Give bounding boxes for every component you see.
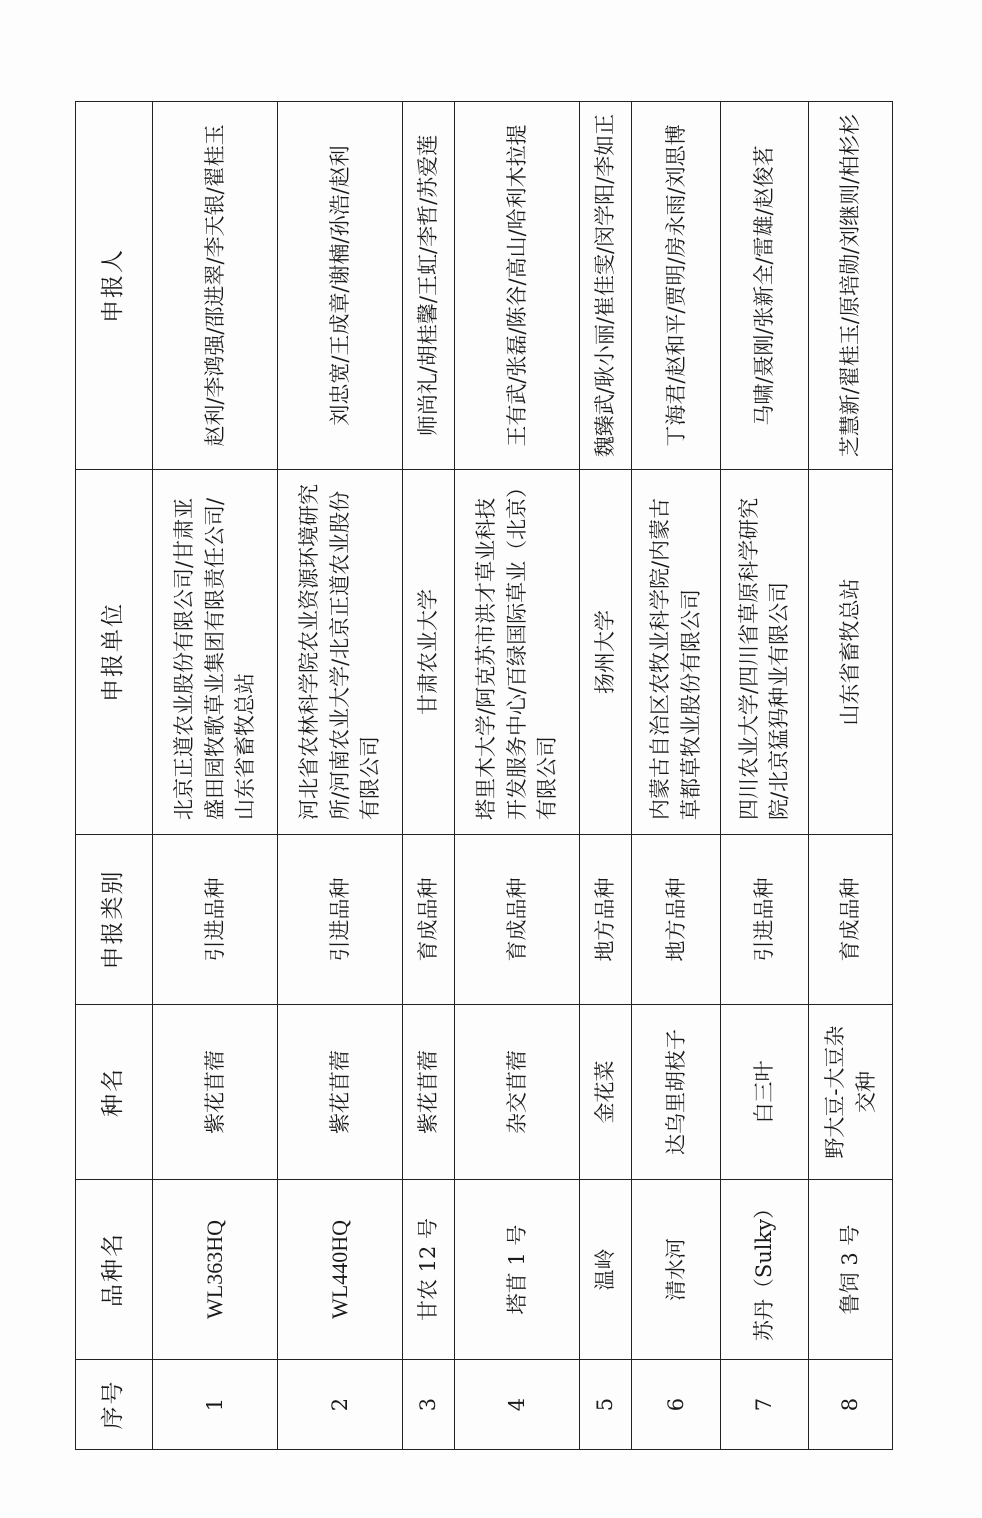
cell-unit: 四川农业大学/四川省草原科学研究院/北京猛犸种业有限公司 <box>720 470 809 835</box>
cell-unit: 北京正道农业股份有限公司/甘肃亚盛田园牧歌草业集团有限责任公司/山东省畜牧总站 <box>153 470 278 835</box>
cell-applicants: 赵利/李鸿强/邵进翠/李天银/翟桂玉 <box>153 102 278 470</box>
cell-unit: 扬州大学 <box>580 470 632 835</box>
cell-applicants: 师尚礼/胡桂馨/王虹/李哲/苏爱莲 <box>403 102 455 470</box>
cell-unit: 山东省畜牧总站 <box>809 470 893 835</box>
cell-unit: 塔里木大学/阿克苏市洪才草业科技开发服务中心/百绿国际草业（北京）有限公司 <box>455 470 580 835</box>
cell-category: 地方品种 <box>580 835 632 1005</box>
cell-species: 紫花苜蓿 <box>278 1005 403 1180</box>
table-row <box>809 102 893 1450</box>
cell-species: 野大豆-大豆杂交种 <box>809 1005 893 1180</box>
cell-no: 8 <box>809 1360 893 1450</box>
cell-category: 引进品种 <box>153 835 278 1005</box>
table-row <box>153 102 278 1450</box>
cell-no: 5 <box>580 1360 632 1450</box>
cell-variety: 温岭 <box>580 1180 632 1360</box>
cell-applicants: 刘忠宽/王成章/谢楠/孙浩/赵利 <box>278 102 403 470</box>
cell-species: 紫花苜蓿 <box>403 1005 455 1180</box>
header-category: 申报类别 <box>76 835 153 1005</box>
cell-category: 育成品种 <box>455 835 580 1005</box>
cell-species: 金花菜 <box>580 1005 632 1180</box>
cell-variety: WL440HQ <box>278 1180 403 1360</box>
cell-no: 7 <box>720 1360 809 1450</box>
variety-table <box>75 101 893 1450</box>
cell-applicants: 魏臻武/耿小丽/崔佳雯/闵学阳/李如正 <box>580 102 632 470</box>
cell-species: 达乌里胡枝子 <box>632 1005 721 1180</box>
cell-unit: 河北省农林科学院农业资源环境研究所/河南农业大学/北京正道农业股份有限公司 <box>278 470 403 835</box>
table-row <box>403 102 455 1450</box>
cell-applicants: 芝慧新/翟桂玉/原培勋/刘继则/柏杉杉 <box>809 102 893 470</box>
cell-variety: 鲁饲 3 号 <box>809 1180 893 1360</box>
cell-category: 引进品种 <box>278 835 403 1005</box>
cell-category: 引进品种 <box>720 835 809 1005</box>
table-row <box>455 102 580 1450</box>
header-unit: 申报单位 <box>76 470 153 835</box>
table-row <box>632 102 721 1450</box>
cell-species: 白三叶 <box>720 1005 809 1180</box>
header-variety: 品种名 <box>76 1180 153 1360</box>
cell-unit: 内蒙古自治区农牧业科学院/内蒙古草都草牧业股份有限公司 <box>632 470 721 835</box>
table-row <box>580 102 632 1450</box>
cell-no: 3 <box>403 1360 455 1450</box>
cell-species: 杂交苜蓿 <box>455 1005 580 1180</box>
cell-no: 1 <box>153 1360 278 1450</box>
cell-applicants: 马啸/聂刚/张新全/雷雄/赵俊茗 <box>720 102 809 470</box>
table-row <box>278 102 403 1450</box>
cell-applicants: 王有武/张磊/陈谷/高山/哈利木拉提 <box>455 102 580 470</box>
cell-unit: 甘肃农业大学 <box>403 470 455 835</box>
cell-no: 4 <box>455 1360 580 1450</box>
cell-category: 地方品种 <box>632 835 721 1005</box>
header-row <box>76 102 153 1450</box>
cell-no: 2 <box>278 1360 403 1450</box>
cell-species: 紫花苜蓿 <box>153 1005 278 1180</box>
header-no: 序号 <box>76 1360 153 1450</box>
table-row <box>720 102 809 1450</box>
cell-variety: WL363HQ <box>153 1180 278 1360</box>
cell-variety: 苏丹（Sulky） <box>720 1180 809 1360</box>
cell-no: 6 <box>632 1360 721 1450</box>
cell-applicants: 丁海君/赵和平/贾明/房永雨/刘思博 <box>632 102 721 470</box>
cell-variety: 塔苜 1 号 <box>455 1180 580 1360</box>
cell-variety: 甘农 12 号 <box>403 1180 455 1360</box>
header-species: 种名 <box>76 1005 153 1180</box>
cell-category: 育成品种 <box>809 835 893 1005</box>
cell-variety: 清水河 <box>632 1180 721 1360</box>
cell-category: 育成品种 <box>403 835 455 1005</box>
header-applicants: 申报人 <box>76 102 153 470</box>
rotated-table-wrapper <box>75 102 893 1450</box>
